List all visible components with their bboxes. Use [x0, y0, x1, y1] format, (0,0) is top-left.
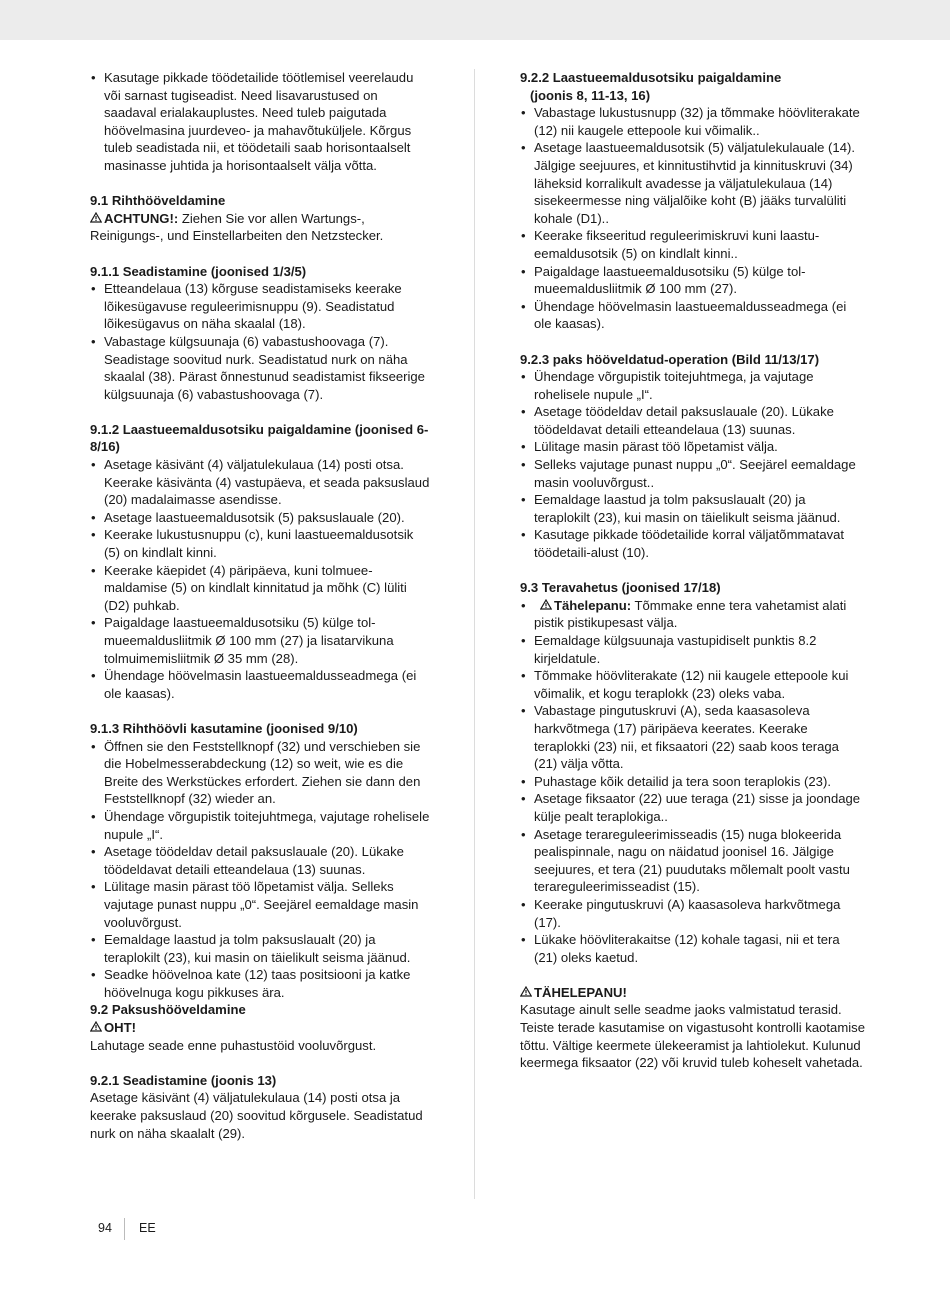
section-title: 9.1 Rihthööveldamine [90, 193, 226, 209]
bullet-list [520, 597, 865, 632]
list-item: • Keerake lukustusnuppu (c), kuni laastueemaldusotsik (5) on kindlalt kinni. [90, 526, 430, 561]
section-title: 9.3 Teravahetus (joonised 17/18) [520, 580, 721, 596]
notice-title: TÄHELEPANU! [520, 984, 865, 1002]
list-item: • Asetage laastueemaldusotsik (5) väljatulekulauale (14). Jälgige seejuures, et kinnitustihvtid ja kinnituskruvi (34) läheksid korralikult avadesse ja väljatulekulaua (14) sisekeermesse ning väljalõike koht (B) jääks turvalüliti kohale (D1).. [520, 139, 865, 227]
footer-separator [124, 1218, 125, 1240]
list-item: • Puhastage kõik detailid ja tera soon teraplokis (23). [520, 773, 865, 791]
warning-text: ACHTUNG!: Ziehen Sie vor allen Wartungs-, Reinigungs-, und Einstellarbeiten den Netzstecker. [90, 210, 384, 244]
section-9-2-3 [520, 351, 865, 562]
warning-label: OHT! [90, 1019, 430, 1037]
section-title: 9.1.3 Rihthöövli kasutamine (joonised 9/10) [90, 720, 358, 736]
section-title: 9.2.3 paks hööveldatud-operation (Bild 11/13/17) [520, 351, 820, 367]
section-9-2-1 [90, 1072, 430, 1142]
list-item: • Kasutage pikkade töödetailide töötlemisel veerelaudu või sarnast tugiseadist. Need lisavarustused on saadaval erialakauplustes. Need tuleb paigutada höövelmasina juurdeveo- ja mahavõtuküljele. Kõrgus tuleb seadistada nii, et töödetaili saab horisontaalselt masinasse juhtida ja horisontaalselt välja võtta. [90, 69, 430, 175]
section-text: Asetage käsivänt (4) väljatulekulaua (14) posti otsa ja keerake paksuslaud (20) soovitud kõrgusele. Seadistatud nurk on näha skaalalt (29). [90, 1090, 423, 1141]
notice-text: Kasutage ainult selle seadme jaoks valmistatud terasid. Teiste terade kasutamise on vigastusoht kontrolli kaotamise tõttu. Vältige keermete ülekeeramist ja lahtiolekut. Kulunud keermega fiksaator (22) või kruvid tuleb koheselt vahetada. [520, 1002, 865, 1071]
column-divider [474, 69, 475, 1199]
list-item: • Vabastage lukustusnupp (32) ja tõmmake höövliterakate (12) nii kaugele ettepoole kui võimalik.. [520, 104, 865, 139]
section-9-3 [520, 579, 865, 966]
bullet-list [520, 368, 865, 562]
bullet-list [520, 104, 865, 333]
list-item: • Vabastage pingutuskruvi (A), seda kaasasoleva harkvõtmega (17) päripäeva keerates. Keerake teraplokki (23) nii, et fiksaatori (22) saab koos teraga (21) välja võtta. [520, 702, 865, 772]
list-item: • Asetage laastueemaldusotsik (5) paksuslauale (20). [90, 509, 430, 527]
list-item: • Asetage terareguleerimisseadis (15) nuga blokeerida pealispinnale, nagu on näidatud joonisel 16. Jälgige seejuures, et tera (21) puudutaks mõlemalt poolt vastu terareguleerimisseadist (15). [520, 826, 865, 896]
list-item: • Asetage töödeldav detail paksuslauale (20). Lükake töödeldavat detaili etteandelaua (13) suunas. [520, 403, 865, 438]
list-item: • Tähelepanu: Tõmmake enne tera vahetamist alati pistik pistikupesast välja. [520, 597, 865, 632]
warning-triangle-icon [520, 984, 534, 1002]
left-column [90, 69, 430, 1160]
list-item: • Vabastage külgsuunaja (6) vabastushoovaga (7). Seadistage soovitud nurk. Seadistatud nurk on näha skaalal (38). Pärast õnnestunud seadistamist fikseerige külgsuunaja (6) vabastushoovaga (7). [90, 333, 430, 403]
list-item: • Ühendage höövelmasin laastueemaldusseadmega (ei ole kaasas). [520, 298, 865, 333]
list-item: • Ühendage võrgupistik toitejuhtmega, ja vajutage rohelisele nupule „I“. [520, 368, 865, 403]
list-item: • Asetage töödeldav detail paksuslauale (20). Lükake töödeldavat detaili etteandelaua (13) suunas. [90, 843, 430, 878]
list-item: • Paigaldage laastueemaldusotsiku (5) külge tolmueemaldusliitmik Ø 100 mm (27). [520, 263, 865, 298]
section-title: 9.1.1 Seadistamine (joonised 1/3/5) [90, 263, 307, 279]
list-item: • Ühendage höövelmasin laastueemaldusseadmega (ei ole kaasas). [90, 667, 430, 702]
page-number: 94 [98, 1221, 112, 1235]
list-item: • Öffnen sie den Feststellknopf (32) und verschieben sie die Hobelmesserabdeckung (12) so weit, wie es die Breite des Werkstückes erfordert. Ziehen sie dann den Feststellknopf (32) wieder an. [90, 738, 430, 808]
section-9-2-2 [520, 69, 865, 333]
list-item: • Etteandelaua (13) kõrguse seadistamiseks keerake lõikesügavuse reguleerimisnuppu (9). Seadistatud lõikesügavus on näha skaalal (18). [90, 280, 430, 333]
list-item: • Keerake fikseeritud reguleerimiskruvi kuni laastueemaldusotsik (5) on kindlalt kinni.. [520, 227, 865, 262]
list-item: • Tõmmake höövliterakate (12) nii kaugele ettepoole kui võimalik, et kogu teraplokk (23) oleks vaba. [520, 667, 865, 702]
section-title: 9.2 Paksushööveldamine [90, 1002, 246, 1018]
section-title: 9.2.1 Seadistamine (joonis 13) [90, 1072, 277, 1088]
list-item: • Keerake pingutuskruvi (A) kaasasoleva harkvõtmega (17). [520, 896, 865, 931]
bullet-list [90, 738, 430, 1002]
list-item: • Lükake höövliterakaitse (12) kohale tagasi, nii et tera (21) oleks kaetud. [520, 931, 865, 966]
warning-triangle-icon [90, 1019, 104, 1037]
list-item: • Eemaldage külgsuunaja vastupidiselt punktis 8.2 kirjeldatule. [520, 632, 865, 667]
warning-triangle-icon [540, 597, 554, 615]
list-item: • Keerake käepidet (4) päripäeva, kuni tolmueemaldamise (5) on kindlalt kinnitatud ja mõhk (C) lüliti (D2) puhkab. [90, 562, 430, 615]
list-item: • Seadke höövelnoa kate (12) taas positsiooni ja katke höövelnuga kogu pikkuses ära. [90, 966, 430, 1001]
list-item: • Asetage käsivänt (4) väljatulekulaua (14) posti otsa. Keerake käsivänta (4) vastupäeva, et seada paksuslaud (20) madalaimasse asendisse. [90, 456, 430, 509]
warning-triangle-icon [90, 210, 104, 228]
section-title: 9.2.2 Laastueemaldusotsiku paigaldamine [520, 70, 782, 85]
bullet-list [520, 632, 865, 966]
list-item: • Ühendage võrgupistik toitejuhtmega, vajutage rohelisele nupule „I“. [90, 808, 430, 843]
intro-list [90, 69, 430, 175]
section-9-1 [90, 192, 430, 245]
list-item: • Eemaldage laastud ja tolm paksuslaualt (20) ja teraplokilt (23), kui masin on täielikult seisma jäänud. [90, 931, 430, 966]
notice-section [520, 984, 865, 1072]
language-code: EE [139, 1221, 156, 1235]
top-bar [0, 0, 950, 40]
bullet-list [90, 456, 430, 702]
list-item: • Paigaldage laastueemaldusotsiku (5) külge tolmueemaldusliitmik Ø 100 mm (27) ja lisatarvikuna tolmuimemisliitmik Ø 35 mm (28). [90, 614, 430, 667]
list-item: • Lülitage masin pärast töö lõpetamist välja. [520, 438, 865, 456]
section-9-1-3 [90, 720, 430, 1002]
list-item: • Lülitage masin pärast töö lõpetamist välja. Selleks vajutage punast nuppu „0“. Seejärel eemaldage masin vooluvõrgust. [90, 878, 430, 931]
right-column [520, 69, 865, 1089]
section-9-2 [90, 1001, 430, 1054]
list-item: • Asetage fiksaator (22) uue teraga (21) sisse ja joondage külje pealt teraplokiga.. [520, 790, 865, 825]
section-title: 9.1.2 Laastueemaldusotsiku paigaldamine (joonised 6-8/16) [90, 421, 429, 455]
intro-section [90, 69, 430, 175]
section-title-line2: (joonis 8, 11-13, 16) [530, 87, 651, 103]
section-9-1-1 [90, 263, 430, 404]
section-text: Lahutage seade enne puhastustöid vooluvõrgust. [90, 1037, 377, 1053]
warning-label: ACHTUNG!: [90, 211, 178, 226]
bullet-list [90, 280, 430, 403]
list-item: • Kasutage pikkade töödetailide korral väljatõmmatavat töödetaili-alust (10). [520, 526, 865, 561]
list-item: • Selleks vajutage punast nuppu „0“. Seejärel eemaldage masin vooluvõrgust.. [520, 456, 865, 491]
section-9-1-2 [90, 421, 430, 703]
warning-label: Tähelepanu: [554, 597, 632, 613]
list-item: • Eemaldage laastud ja tolm paksuslaualt (20) ja teraplokilt (23), kui masin on täielikult seisma jäänud. [520, 491, 865, 526]
